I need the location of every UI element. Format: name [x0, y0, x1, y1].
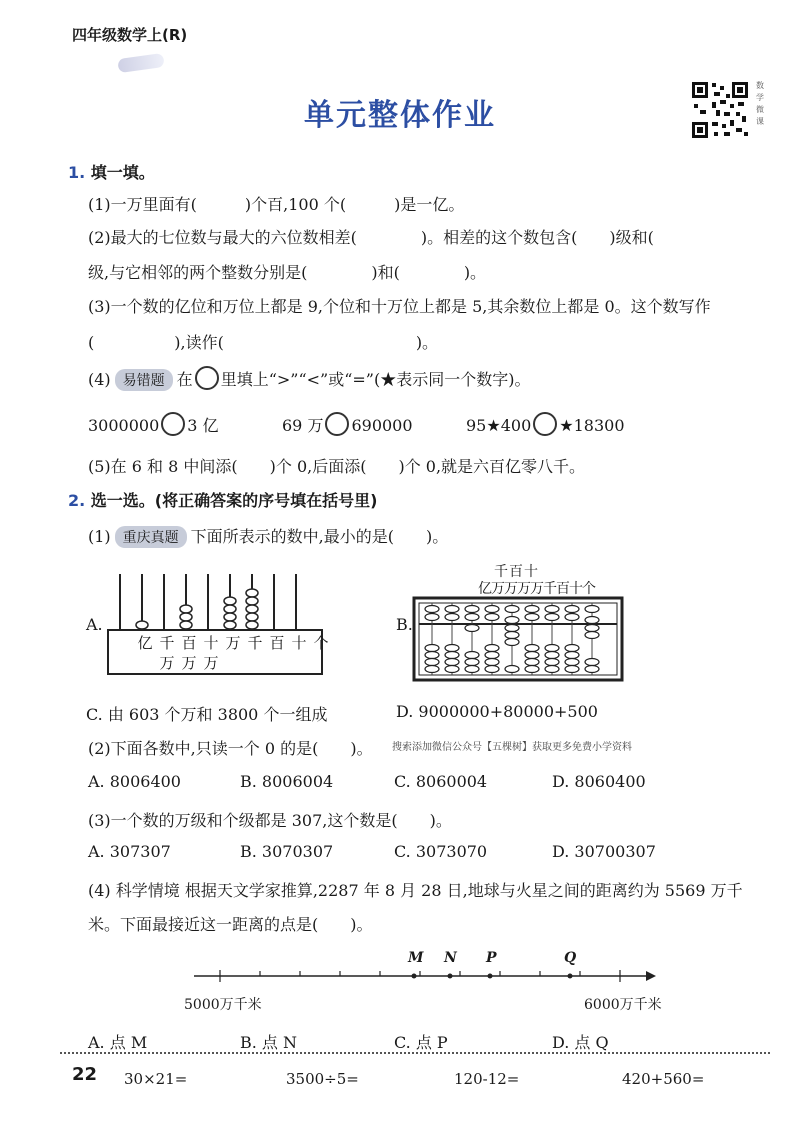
- abacus-a-label: 百: [269, 634, 285, 652]
- footer-calc-3: 120-12=: [454, 1070, 520, 1088]
- decorative-smudge: [117, 53, 165, 73]
- compare-item-2: [282, 412, 413, 436]
- q2-part3-opt-a: A. 307307: [88, 842, 171, 861]
- abacus-a-sublabel: 万: [203, 654, 219, 672]
- point-q-label: Q: [564, 950, 577, 966]
- q2-part2-opt-b: B. 8006004: [240, 772, 334, 791]
- qr-caption: 数学微课: [756, 81, 764, 126]
- answer-circle-1[interactable]: [161, 412, 185, 436]
- compare-2-left: 69 万: [282, 416, 324, 435]
- q2-part4-opt-b: B. 点 N: [240, 1033, 298, 1052]
- footer-calc-4: 420+560=: [622, 1070, 705, 1088]
- q2-part2-opt-d: D. 8060400: [552, 772, 646, 791]
- abacus-a-sublabel: 万: [181, 654, 197, 672]
- compare-circle-icon: [195, 366, 219, 390]
- number-line-right-label: 6000万千米: [584, 997, 662, 1013]
- q2-part3-opt-d: D. 30700307: [552, 842, 656, 861]
- qr-code-icon[interactable]: [690, 80, 750, 140]
- q2-part4-line2: 米。下面最接近这一距离的点是( )。: [88, 915, 373, 934]
- compare-3-left: 95★400: [466, 416, 532, 435]
- option-c: C. 由 603 个万和 3800 个一组成: [86, 705, 328, 724]
- abacus-a-label: 十: [291, 634, 307, 652]
- compare-2-right: 690000: [351, 416, 413, 435]
- abacus-b-top-labels: 千百十: [494, 564, 539, 580]
- abacus-b: [412, 596, 624, 682]
- q2-part2-opt-c: C. 8060004: [394, 772, 488, 791]
- q2-part4-line1: (4) 科学情境 根据天文学家推算,2287 年 8 月 28 日,地球与火星之间的距离约为 5569 万千: [88, 881, 743, 900]
- option-d: D. 9000000+80000+500: [396, 702, 598, 721]
- watermark-note: 搜索添加微信公众号【五棵树】获取更多免费小学资料: [392, 742, 632, 753]
- section-2-heading: [68, 488, 377, 511]
- section-1-title: 填一填。: [90, 163, 155, 182]
- point-n-label: N: [444, 950, 457, 966]
- abacus-a-labels: [134, 632, 332, 653]
- abacus-a-label: 千: [247, 634, 263, 652]
- abacus-a-label: 亿: [137, 634, 153, 652]
- compare-item-1: [88, 412, 219, 436]
- abacus-a-label: 千: [159, 634, 175, 652]
- point-p-label: P: [486, 950, 497, 966]
- q1-part4-prefix: (4): [88, 370, 111, 389]
- q2-part4-opt-a: A. 点 M: [88, 1033, 148, 1052]
- point-m-label: M: [408, 950, 424, 966]
- q1-part2-line2: 级,与它相邻的两个整数分别是( )和( )。: [88, 263, 487, 282]
- q2-part2-opt-a: A. 8006400: [88, 772, 181, 791]
- q1-part4: [88, 366, 530, 391]
- q2-part1-text: 下面所表示的数中,最小的是( )。: [190, 527, 449, 546]
- q2-part1: [88, 524, 448, 548]
- q1-part4-text1: 在: [176, 370, 193, 389]
- compare-3-right: ★18300: [559, 416, 625, 435]
- compare-item-3: [466, 412, 625, 436]
- number-line: [190, 946, 660, 1000]
- abacus-a-label: 万: [225, 634, 241, 652]
- q2-part3-opt-c: C. 3073070: [394, 842, 488, 861]
- q1-part3-line2: ( ),读作( )。: [88, 333, 439, 352]
- abacus-b-unit-labels: 亿万万万万千百十个: [478, 581, 595, 597]
- section-1-heading: [68, 160, 155, 183]
- footer-calc-1: 30×21=: [124, 1070, 188, 1088]
- compare-1-left: 3000000: [88, 416, 160, 435]
- footer-calc-2: 3500÷5=: [286, 1070, 359, 1088]
- q1-part4-text2: 里填上“>”“<”或“=”(★表示同一个数字)。: [220, 370, 531, 389]
- compare-1-right: 3 亿: [187, 416, 219, 435]
- q2-part2: (2)下面各数中,只读一个 0 的是( )。: [88, 739, 373, 758]
- section-1-number: 1.: [68, 163, 86, 182]
- abacus-a-sublabel: 万: [159, 654, 175, 672]
- q2-part4-opt-c: C. 点 P: [394, 1033, 448, 1052]
- option-b-label: B.: [396, 615, 413, 634]
- abacus-a-sublabels: [156, 652, 222, 673]
- abacus-a: [106, 572, 329, 676]
- section-2-number: 2.: [68, 491, 86, 510]
- q1-part1: (1)一万里面有( )个百,100 个( )是一亿。: [88, 195, 465, 214]
- q2-part1-prefix: (1): [88, 527, 111, 546]
- answer-circle-2[interactable]: [325, 412, 349, 436]
- q1-part5: (5)在 6 和 8 中间添( )个 0,后面添( )个 0,就是六百亿零八千。: [88, 457, 586, 476]
- q2-part3: (3)一个数的万级和个级都是 307,这个数是( )。: [88, 811, 452, 830]
- abacus-a-label: 个: [313, 634, 329, 652]
- error-prone-tag: 易错题: [115, 369, 173, 391]
- q2-part4-opt-d: D. 点 Q: [552, 1033, 609, 1052]
- page-title: 单元整体作业: [304, 98, 496, 133]
- q2-part3-opt-b: B. 3070307: [240, 842, 334, 861]
- option-a-label: A.: [86, 615, 103, 634]
- footer-divider: [60, 1052, 770, 1054]
- q1-part3-line1: (3)一个数的亿位和万位上都是 9,个位和十万位上都是 5,其余数位上都是 0。这个数写作: [88, 297, 711, 316]
- chongqing-exam-tag: 重庆真题: [115, 526, 187, 548]
- page-number: 22: [72, 1064, 98, 1085]
- section-2-title: 选一选。(将正确答案的序号填在括号里): [90, 491, 378, 510]
- number-line-left-label: 5000万千米: [184, 997, 262, 1013]
- book-label: 四年级数学上(R): [72, 26, 188, 44]
- answer-circle-3[interactable]: [533, 412, 557, 436]
- abacus-a-label: 百: [181, 634, 197, 652]
- q1-part2-line1: (2)最大的七位数与最大的六位数相差( )。相差的这个数包含( )级和(: [88, 228, 654, 247]
- abacus-a-label: 十: [203, 634, 219, 652]
